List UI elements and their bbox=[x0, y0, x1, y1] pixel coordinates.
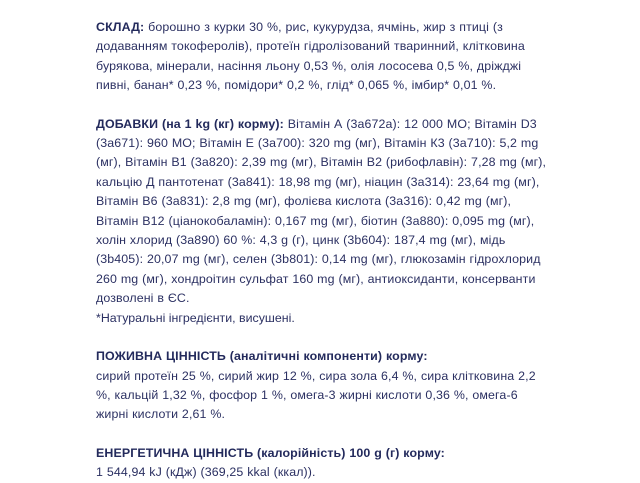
composition-paragraph bbox=[96, 18, 548, 96]
section-nutritional-value bbox=[96, 347, 548, 425]
energy-value-heading: ЕНЕРГЕТИЧНА ЦІННІСТЬ (калорійність) 100 g (г) корму: bbox=[96, 445, 445, 460]
additives-paragraph bbox=[96, 115, 548, 309]
nutritional-value-body: сирий протеїн 25 %, сирий жир 12 %, сира зола 6,4 %, сира клітковина 2,2 %, кальцій 1,32 %, фосфор 1 %, омега-3 жирні кислоти 0,36 %, омега-6 жирні кислоти 2,61 %. bbox=[96, 368, 536, 422]
nutritional-value-heading: ПОЖИВНА ЦІННІСТЬ (аналітичні компоненти) корму: bbox=[96, 349, 428, 364]
composition-body: борошно з курки 30 %, рис, кукурудза, ячмінь, жир з птиці (з додаванням токоферолів), протеїн гідролізований тваринний, клітковина бурякова, мінерали, насіння льону 0,53 %, олія лососева 0,5 %, дріжджі пивні, банан* 0,23 %, помідори* 0,2 %, глід* 0,065 %, імбир* 0,01 %. bbox=[96, 20, 525, 93]
additives-footnote: *Натуральні інгредієнти, висушені. bbox=[96, 310, 295, 325]
section-additives bbox=[96, 115, 548, 328]
section-energy-value bbox=[96, 444, 548, 483]
composition-heading: СКЛАД: bbox=[96, 20, 145, 34]
energy-value-body: 1 544,94 kJ (кДж) (369,25 kkal (ккал)). bbox=[96, 465, 316, 480]
section-composition bbox=[96, 18, 548, 96]
additives-heading: ДОБАВКИ (на 1 kg (кг) корму): bbox=[96, 116, 284, 131]
additives-body: Вітамін А (3а672а): 12 000 МО; Вітамін D3 (3а671): 960 МО; Вітамін Е (3а700): 320 mg (мг), Вітамін К3 (3а710): 5,2 mg (мг), Вітамін В1 (3а820): 2,39 mg (мг), Вітамін В2 (рибофлавін): 7,28 mg (мг), кальцію Д пантотенат (3а841): 18,98 mg (мг), ніацин (3а314): 23,64 mg (мг), Вітамін В6 (3а831): 2,8 mg (мг), фолієва кислота (3а316): 0,42 mg (мг), Вітамін В12 (ціанокобаламін): 0,167 mg (мг), біотин (3а880): 0,095 mg (мг), холін хлорид (3а890) 60 %: 4,3 g (г), цинк (3b604): 187,4 mg (мг), мідь (3b405): 20,07 mg (мг), селен (3b801): 0,14 mg (мг), глюкозамін гідрохлорид 260 mg (мг), хондроітин сульфат 160 mg (мг), антиоксиданти, консерванти дозволені в ЄС. bbox=[96, 116, 547, 306]
